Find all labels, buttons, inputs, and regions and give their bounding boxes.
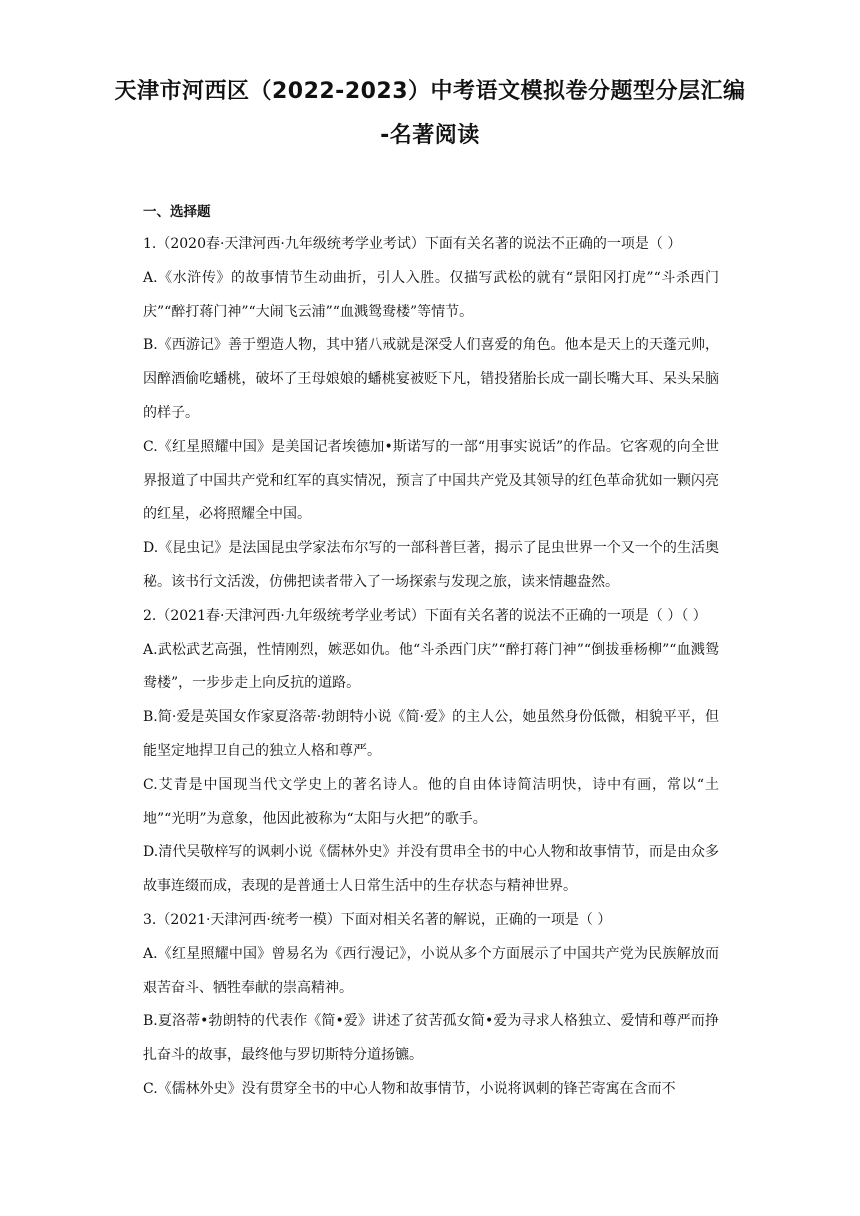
question-3-option-b: B.夏洛蒂•勃朗特的代表作《简•爱》讲述了贫苦孤女简•爱为寻求人格独立、爱情和尊严而挣扎奋斗的故事，最终他与罗切斯特分道扬镳。 <box>143 1013 719 1064</box>
document-title-line-1: 天津市河西区（2022-2023）中考语文模拟卷分题型分层汇编 <box>114 79 746 104</box>
question-2-option-a: A.武松武艺高强，性情刚烈，嫉恶如仇。他“斗杀西门庆”“醉打蒋门神”“倒拔垂杨柳”“血溅鸳鸯楼”，一步步走上向反抗的道路。 <box>143 641 719 692</box>
question-1-option-a: A.《水浒传》的故事情节生动曲折，引人入胜。仅描写武松的就有“景阳冈打虎”“斗杀西门庆”“醉打蒋门神”“大闹飞云浦”“血溅鸳鸯楼”等情节。 <box>143 269 719 320</box>
section-heading: 一、选择题 <box>143 204 211 220</box>
document-title-line-2: -名著阅读 <box>380 123 480 148</box>
question-1-option-b: B.《西游记》善于塑造人物，其中猪八戒就是深受人们喜爱的角色。他本是天上的天蓬元帅，因醉酒偷吃蟠桃，破坏了王母娘娘的蟠桃宴被贬下凡，错投猪胎长成一副长嘴大耳、呆头呆脑的样子。 <box>143 337 719 421</box>
question-1-option-c: C.《红星照耀中国》是美国记者埃德加•斯诺写的一部“用事实说话”的作品。它客观的向全世界报道了中国共产党和红军的真实情况，预言了中国共产党及其领导的红色革命犹如一颗闪亮的红星，必将照耀全中国。 <box>143 438 719 523</box>
question-2-option-b: B.简·爱是英国女作家夏洛蒂·勃朗特小说《简·爱》的主人公，她虽然身份低微，相貌平平，但能坚定地捍卫自己的独立人格和尊严。 <box>143 709 719 759</box>
question-3-stem: 3.（2021·天津河西·统考一模）下面对相关名著的解说，正确的一项是（ ） <box>143 911 612 928</box>
question-3-option-c: C.《儒林外史》没有贯穿全书的中心人物和故事情节，小说将讽刺的锋芒寄寓在含而不 <box>143 1080 676 1097</box>
document-body <box>143 228 719 1107</box>
question-1-stem: 1.（2020春·天津河西·九年级统考学业考试）下面有关名著的说法不正确的一项是（ ） <box>143 236 682 252</box>
question-2-option-c: C.艾青是中国现当代文学史上的著名诗人。他的自由体诗简洁明快，诗中有画，常以“土地”“光明”为意象，他因此被称为“太阳与火把”的歌手。 <box>143 776 719 827</box>
question-2-stem: 2.（2021春·天津河西·九年级统考学业考试）下面有关名著的说法不正确的一项是（ ）（ ） <box>143 607 707 624</box>
question-3-option-a: A.《红星照耀中国》曾易名为《西行漫记》，小说从多个方面展示了中国共产党为民族解放而艰苦奋斗、牺牲奉献的崇高精神。 <box>143 945 719 996</box>
question-2-option-d: D.清代吴敬梓写的讽刺小说《儒林外史》并没有贯串全书的中心人物和故事情节，而是由众多故事连缀而成，表现的是普通士人日常生活中的生存状态与精神世界。 <box>143 844 719 895</box>
question-1-option-d: D.《昆虫记》是法国昆虫学家法布尔写的一部科普巨著，揭示了昆虫世界一个又一个的生活奥秘。该书行文活泼，仿佛把读者带入了一场探索与发现之旅，读来情趣盎然。 <box>143 540 719 590</box>
